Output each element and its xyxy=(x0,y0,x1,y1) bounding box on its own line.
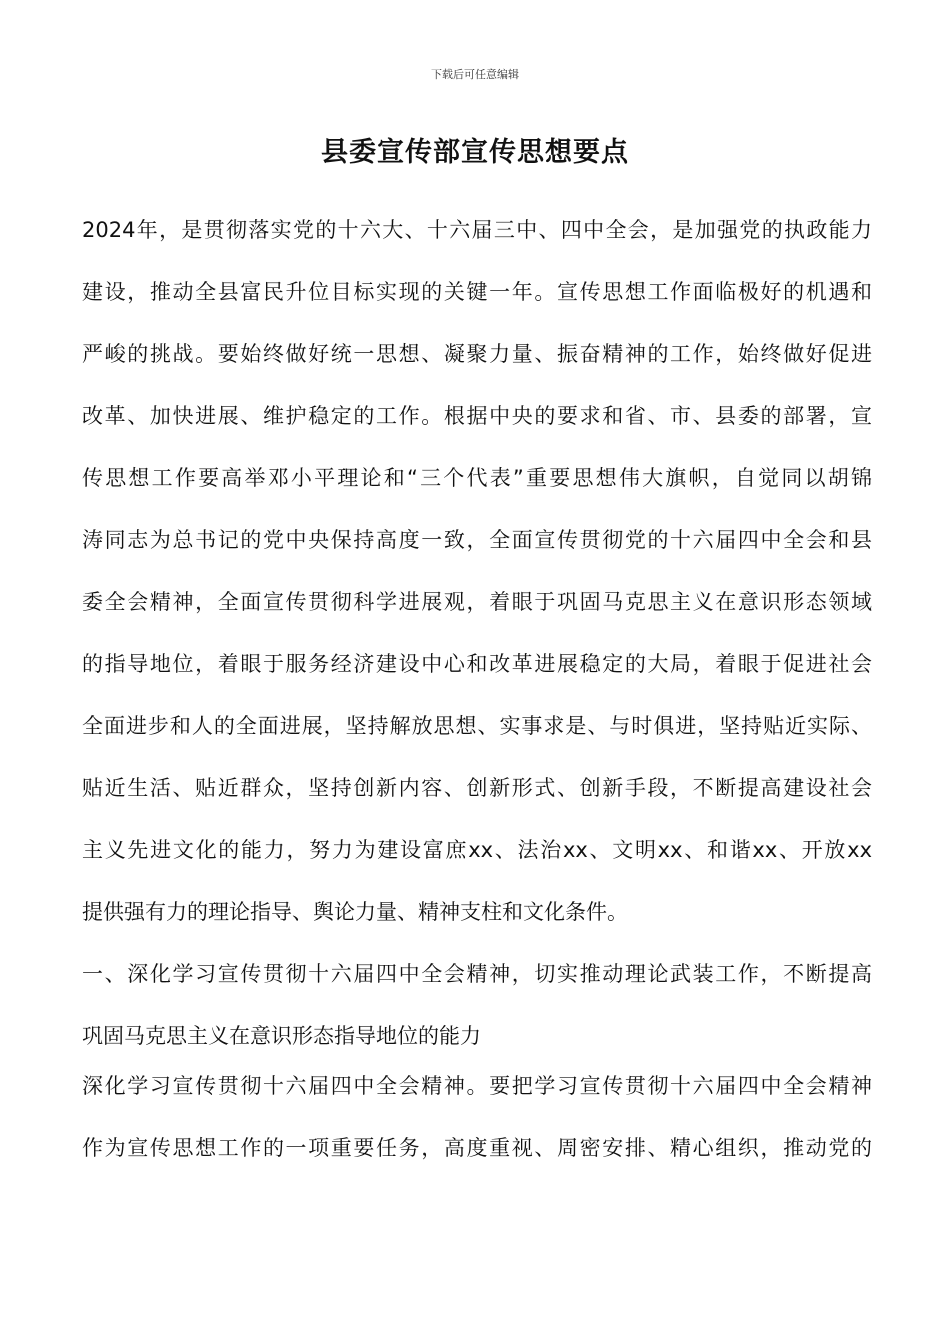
body-line: 提供强有力的理论指导、舆论力量、精神支柱和文化条件。 xyxy=(82,900,628,924)
body-line: 传思想工作要高举邓小平理论和“三个代表”重要思想伟大旗帜，自觉同以胡锦 xyxy=(82,466,872,490)
document-title: 县委宣传部宣传思想要点 xyxy=(321,137,629,168)
body-line: 涛同志为总书记的党中央保持高度一致，全面宣传贯彻党的十六届四中全会和县 xyxy=(82,528,872,552)
body-line: 严峻的挑战。要始终做好统一思想、凝聚力量、振奋精神的工作，始终做好促进 xyxy=(82,342,872,366)
body-line: 2024年，是贯彻落实党的十六大、十六届三中、四中全会，是加强党的执政能力 xyxy=(82,218,872,242)
section-heading-line: 一、深化学习宣传贯彻十六届四中全会精神，切实推动理论武装工作，不断提高 xyxy=(82,962,872,986)
body-line: 建设，推动全县富民升位目标实现的关键一年。宣传思想工作面临极好的机遇和 xyxy=(82,280,872,304)
body-line: 全面进步和人的全面进展，坚持解放思想、实事求是、与时俱进，坚持贴近实际、 xyxy=(82,714,872,738)
body-line: 深化学习宣传贯彻十六届四中全会精神。要把学习宣传贯彻十六届四中全会精神 xyxy=(82,1074,872,1098)
body-line: 作为宣传思想工作的一项重要任务，高度重视、周密安排、精心组织，推动党的 xyxy=(82,1136,872,1160)
body-line: 主义先进文化的能力，努力为建设富庶xx、法治xx、文明xx、和谐xx、开放xx xyxy=(82,838,872,862)
header-note: 下载后可任意编辑 xyxy=(431,68,519,81)
body-line: 委全会精神，全面宣传贯彻科学进展观，着眼于巩固马克思主义在意识形态领域 xyxy=(82,590,872,614)
section-heading-line: 巩固马克思主义在意识形态指导地位的能力 xyxy=(82,1024,481,1048)
body-line: 的指导地位，着眼于服务经济建设中心和改革进展稳定的大局，着眼于促进社会 xyxy=(82,652,872,676)
document-body xyxy=(82,220,872,1200)
body-line: 改革、加快进展、维护稳定的工作。根据中央的要求和省、市、县委的部署，宣 xyxy=(82,404,872,428)
body-line: 贴近生活、贴近群众，坚持创新内容、创新形式、创新手段，不断提高建设社会 xyxy=(82,776,872,800)
